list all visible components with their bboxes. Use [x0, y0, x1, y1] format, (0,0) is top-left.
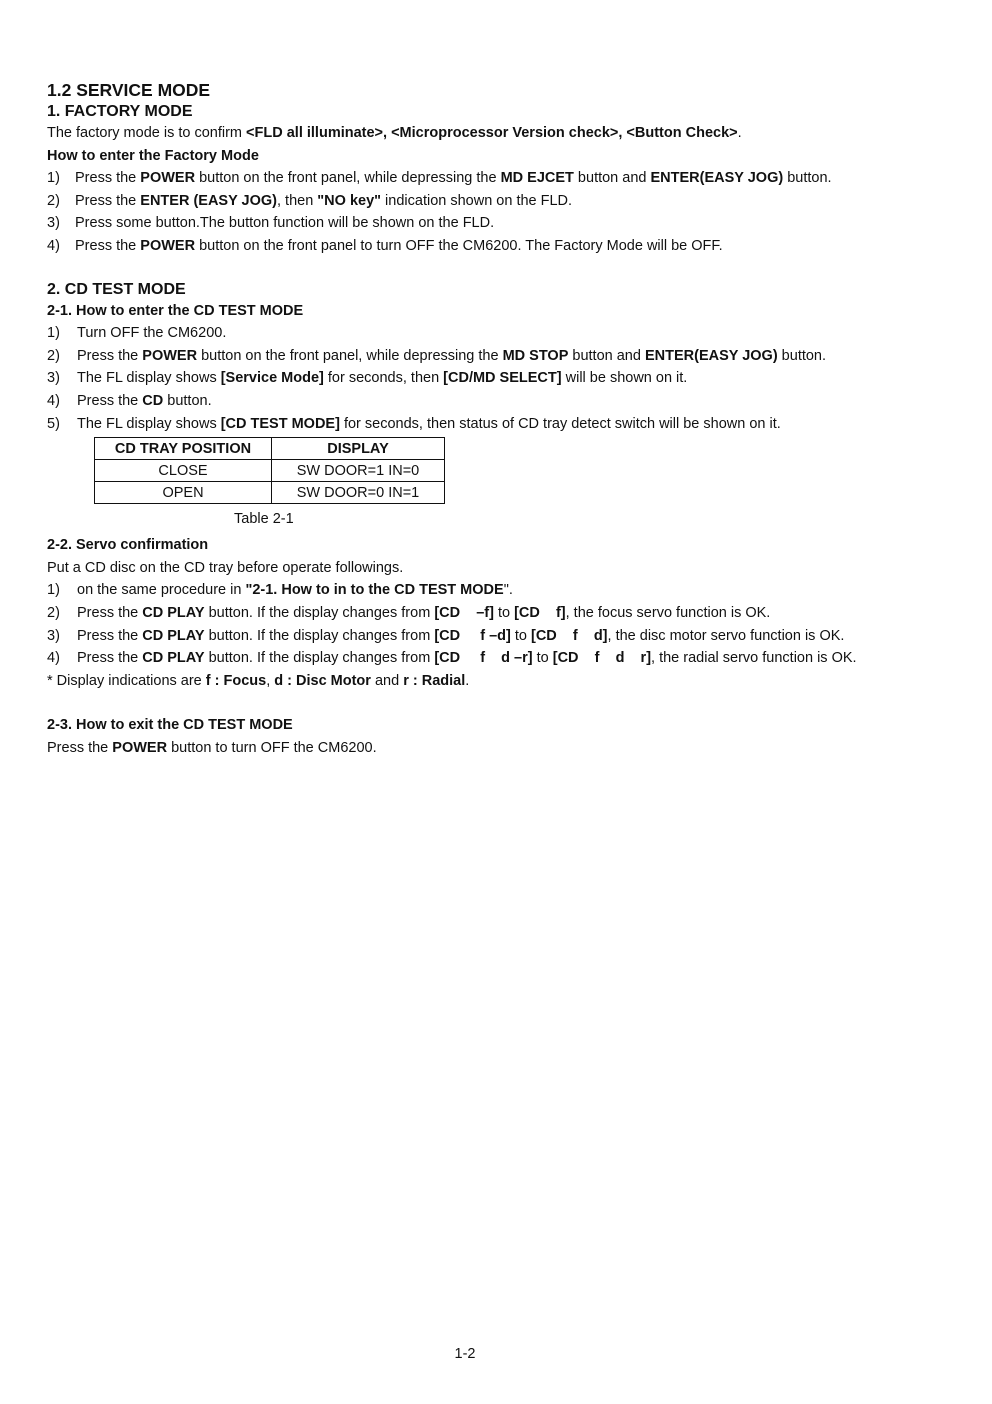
step-text: on the same procedure in — [77, 582, 246, 599]
exit-text-part: button to turn OFF the CM6200. — [167, 739, 377, 756]
step-bold: [CD TEST MODE] — [220, 415, 340, 432]
note-text: * Display indications are — [47, 672, 206, 689]
cd-step-5 — [47, 413, 947, 436]
table-header: DISPLAY — [272, 438, 445, 460]
step-text: button on the front panel, while depressing the — [195, 170, 501, 187]
step-bold: CD — [142, 392, 164, 409]
factory-howto-heading: How to enter the Factory Mode — [47, 147, 259, 164]
step-text: Press some button.The button function will be shown on the FLD. — [75, 215, 495, 232]
step-text: , the radial servo function is OK. — [651, 650, 857, 667]
step-text: Press the — [77, 604, 143, 621]
step-text: button. If the display changes from — [204, 627, 435, 644]
step-bold: [CD/MD SELECT] — [443, 370, 562, 387]
step-text: Press the — [77, 392, 143, 409]
step-bold: [CD f d] — [531, 627, 608, 644]
step-bold: POWER — [140, 170, 196, 187]
step-text: Press the — [75, 192, 141, 209]
step-text: Press the — [77, 650, 143, 667]
step-text: ". — [503, 582, 513, 599]
cd-test-mode-heading: 2. CD TEST MODE — [47, 280, 186, 298]
step-text: Press the — [75, 170, 141, 187]
step-text: button. — [777, 347, 827, 364]
step-number: 3) — [47, 370, 60, 387]
step-text: for seconds, then — [323, 370, 444, 387]
servo-note — [47, 670, 947, 693]
section-title: 1.2 SERVICE MODE — [47, 80, 211, 100]
factory-intro-end: . — [737, 125, 742, 141]
cd-step-1 — [47, 322, 947, 345]
step-text: Press the — [77, 627, 143, 644]
cd-step-3 — [47, 367, 947, 390]
table-caption: Table 2-1 — [234, 511, 294, 528]
step-bold: POWER — [142, 347, 198, 364]
step-bold: "2-1. How to in to the CD TEST MODE — [245, 582, 504, 599]
servo-step-2 — [47, 602, 947, 625]
servo-intro: Put a CD disc on the CD tray before operate followings. — [47, 559, 404, 576]
step-bold: [CD f d –r] — [434, 650, 533, 667]
step-bold: CD PLAY — [142, 604, 205, 621]
step-text: to — [532, 650, 553, 667]
factory-step-4 — [47, 235, 947, 258]
step-bold: POWER — [140, 237, 196, 254]
step-number: 2) — [47, 604, 60, 621]
step-text: , the disc motor servo function is OK. — [607, 627, 845, 644]
step-number: 2) — [47, 192, 60, 209]
step-number: 5) — [47, 415, 60, 432]
table-cell: SW DOOR=1 IN=0 — [272, 460, 445, 482]
table-header: CD TRAY POSITION — [95, 438, 272, 460]
servo-step-3 — [47, 625, 947, 648]
step-text: , then — [276, 192, 318, 209]
note-text: and — [370, 672, 404, 689]
step-text: button. — [783, 170, 832, 187]
exit-heading: 2-3. How to exit the CD TEST MODE — [47, 717, 293, 734]
cd-enter-heading: 2-1. How to enter the CD TEST MODE — [47, 302, 304, 319]
step-text: button. If the display changes from — [204, 650, 435, 667]
table-cell: SW DOOR=0 IN=1 — [272, 482, 445, 504]
step-text: button. — [163, 392, 212, 409]
factory-step-3 — [47, 212, 947, 235]
step-text: will be shown on it. — [561, 370, 688, 387]
step-text: to — [493, 604, 515, 621]
spacer — [47, 258, 947, 280]
table-cell: CLOSE — [95, 460, 272, 482]
step-text: , the focus servo function is OK. — [565, 604, 771, 621]
table-row — [95, 460, 445, 482]
step-bold: [CD f –d] — [434, 627, 511, 644]
step-number: 1) — [47, 582, 60, 599]
step-text: button on the front panel to turn OFF the CM6200. The Factory Mode will be OFF. — [195, 237, 723, 254]
step-bold: ENTER(EASY JOG) — [644, 347, 778, 364]
step-text: button and — [573, 170, 651, 187]
step-bold: [CD –f] — [434, 604, 494, 621]
factory-mode-heading: 1. FACTORY MODE — [47, 103, 193, 120]
factory-intro-items: <FLD all illuminate>, <Microprocessor Version check>, <Button Check> — [246, 125, 738, 141]
step-bold: ENTER(EASY JOG) — [650, 170, 784, 187]
step-text: button and — [568, 347, 645, 364]
factory-intro — [47, 122, 947, 145]
step-bold: [CD f] — [514, 604, 566, 621]
step-text: button. If the display changes from — [204, 604, 435, 621]
step-number: 1) — [47, 325, 60, 342]
step-bold: CD PLAY — [142, 650, 205, 667]
step-bold: "NO key" — [317, 192, 382, 209]
step-bold: MD EJCET — [500, 170, 574, 187]
step-number: 4) — [47, 650, 60, 667]
step-bold: [Service Mode] — [220, 370, 324, 387]
step-text: Press the — [75, 237, 141, 254]
step-text: indication shown on the FLD. — [381, 192, 573, 209]
note-text: . — [465, 672, 470, 689]
cd-tray-table — [94, 437, 445, 504]
note-bold: d : Disc Motor — [274, 672, 371, 689]
step-text: The FL display shows — [77, 415, 221, 432]
factory-step-1 — [47, 167, 947, 190]
step-bold: CD PLAY — [142, 627, 205, 644]
document-page — [47, 78, 947, 759]
note-text: , — [266, 672, 275, 689]
table-header-row — [95, 438, 445, 460]
step-text: The FL display shows — [77, 370, 221, 387]
step-bold: ENTER (EASY JOG) — [140, 192, 277, 209]
table-row — [95, 482, 445, 504]
step-text: button on the front panel, while depressing the — [197, 347, 503, 364]
exit-text-part: Press the — [47, 739, 113, 756]
cd-step-2 — [47, 345, 947, 368]
step-number: 3) — [47, 627, 60, 644]
step-text: Press the — [77, 347, 143, 364]
step-number: 2) — [47, 347, 60, 364]
factory-step-2 — [47, 190, 947, 213]
note-bold: f : Focus — [205, 672, 267, 689]
step-number: 3) — [47, 215, 60, 232]
note-bold: r : Radial — [403, 672, 466, 689]
exit-text — [47, 737, 947, 760]
servo-step-1 — [47, 579, 947, 602]
step-number: 4) — [47, 392, 60, 409]
step-number: 1) — [47, 170, 60, 187]
step-text: to — [510, 627, 531, 644]
cd-step-4 — [47, 390, 947, 413]
servo-heading: 2-2. Servo confirmation — [47, 537, 209, 554]
servo-step-4 — [47, 647, 947, 670]
exit-bold: POWER — [112, 739, 168, 756]
step-bold: MD STOP — [502, 347, 569, 364]
spacer — [47, 692, 947, 714]
step-bold: [CD f d r] — [552, 650, 652, 667]
step-text: Turn OFF the CM6200. — [77, 325, 227, 342]
factory-intro-text: The factory mode is to confirm — [47, 125, 247, 141]
page-number: 1-2 — [454, 1346, 476, 1362]
step-text: for seconds, then status of CD tray detect switch will be shown on it. — [339, 415, 781, 432]
table-cell: OPEN — [95, 482, 272, 504]
step-number: 4) — [47, 237, 60, 254]
